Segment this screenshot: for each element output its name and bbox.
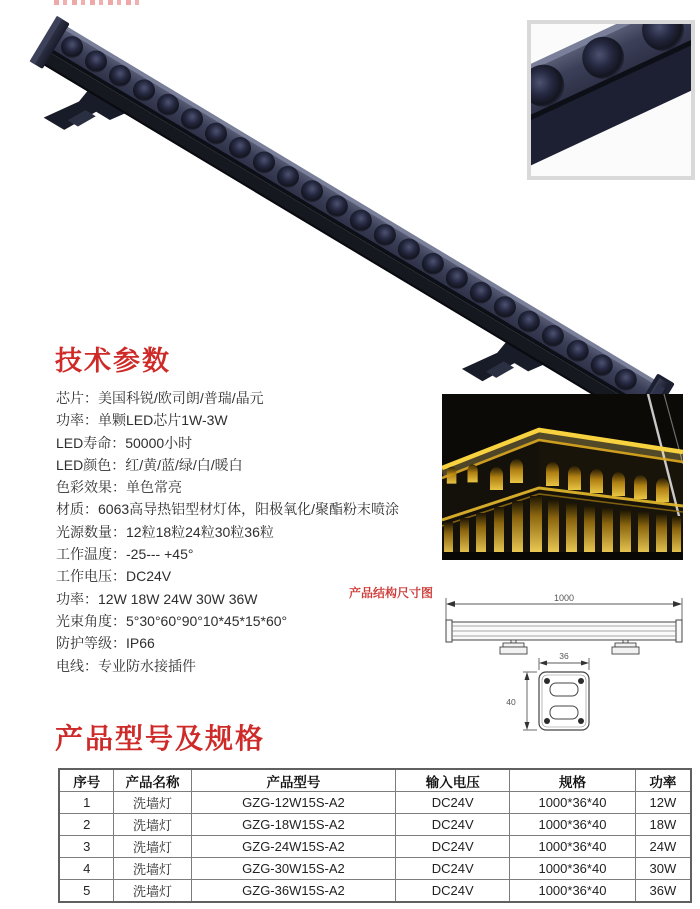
col-header-no: 序号 bbox=[59, 769, 114, 792]
spec-line: LED颜色：红/黄/蓝/绿/白/暖白 bbox=[56, 456, 243, 473]
cell-spec: 1000*36*40 bbox=[510, 792, 636, 814]
spec-line: 电线：专业防水接插件 bbox=[56, 657, 196, 674]
models-title: 产品型号及规格 bbox=[55, 723, 266, 754]
spec-line: 芯片：美国科锐/欧司朗/普瑞/晶元 bbox=[56, 390, 264, 406]
cell-name: 洗墙灯 bbox=[114, 792, 191, 814]
mounting-foot bbox=[612, 640, 639, 654]
cell-power: 36W bbox=[635, 880, 691, 903]
spec-line: LED寿命：50000小时 bbox=[56, 434, 193, 451]
detail-inset-photo bbox=[527, 20, 695, 180]
cell-no: 3 bbox=[59, 836, 114, 858]
height-dimension-label: 40 bbox=[506, 697, 516, 707]
table-row bbox=[59, 814, 691, 836]
table-row bbox=[59, 880, 691, 903]
col-header-spec: 规格 bbox=[510, 769, 636, 792]
cell-power: 24W bbox=[635, 836, 691, 858]
cell-spec: 1000*36*40 bbox=[510, 858, 636, 880]
cell-voltage: DC24V bbox=[396, 792, 510, 814]
cell-model: GZG-36W15S-A2 bbox=[191, 880, 396, 903]
cell-model: GZG-30W15S-A2 bbox=[191, 858, 396, 880]
cell-power: 30W bbox=[635, 858, 691, 880]
spec-line: 工作电压：DC24V bbox=[56, 568, 172, 585]
cell-model: GZG-24W15S-A2 bbox=[191, 836, 396, 858]
spec-line: 工作温度：-25--- +45° bbox=[56, 546, 194, 563]
models-table bbox=[58, 768, 692, 903]
application-photo bbox=[442, 394, 683, 560]
table-row bbox=[59, 858, 691, 880]
cell-name: 洗墙灯 bbox=[114, 836, 191, 858]
cell-voltage: DC24V bbox=[396, 880, 510, 903]
cell-voltage: DC24V bbox=[396, 814, 510, 836]
col-header-voltage: 输入电压 bbox=[396, 769, 510, 792]
spec-line: 色彩效果：单色常亮 bbox=[56, 479, 182, 496]
cell-spec: 1000*36*40 bbox=[510, 880, 636, 903]
spec-line: 材质：6063高导热铝型材灯体，阳极氧化/聚酯粉末喷涂 bbox=[56, 501, 400, 518]
cell-model: GZG-18W15S-A2 bbox=[191, 814, 396, 836]
cell-name: 洗墙灯 bbox=[114, 858, 191, 880]
cell-model: GZG-12W15S-A2 bbox=[191, 792, 396, 814]
diagram-title: 产品结构尺寸图 bbox=[349, 586, 434, 600]
col-header-name: 产品名称 bbox=[114, 769, 191, 792]
cell-name: 洗墙灯 bbox=[114, 880, 191, 903]
cell-no: 4 bbox=[59, 858, 114, 880]
cell-no: 2 bbox=[59, 814, 114, 836]
cell-voltage: DC24V bbox=[396, 836, 510, 858]
cell-name: 洗墙灯 bbox=[114, 814, 191, 836]
length-dimension-label: 1000 bbox=[553, 593, 575, 603]
cell-voltage: DC24V bbox=[396, 858, 510, 880]
table-header-row bbox=[59, 769, 691, 792]
spec-line: 功率：12W 18W 24W 30W 36W bbox=[56, 590, 258, 607]
side-view-drawing bbox=[438, 592, 690, 656]
spec-line: 防护等级：IP66 bbox=[56, 635, 155, 652]
col-header-power: 功率 bbox=[635, 769, 691, 792]
spec-line: 功率：单颗LED芯片1W-3W bbox=[56, 412, 228, 429]
width-dimension-label: 36 bbox=[559, 651, 569, 661]
spec-line: 光源数量：12粒18粒24粒30粒36粒 bbox=[56, 523, 274, 540]
cell-spec: 1000*36*40 bbox=[510, 836, 636, 858]
cell-power: 18W bbox=[635, 814, 691, 836]
spec-line: 光束角度：5°30°60°90°10*45*15*60° bbox=[56, 612, 288, 629]
table-row bbox=[59, 792, 691, 814]
col-header-model: 产品型号 bbox=[191, 769, 396, 792]
tech-params-title: 技术参数 bbox=[55, 346, 171, 376]
table-row bbox=[59, 836, 691, 858]
cell-spec: 1000*36*40 bbox=[510, 814, 636, 836]
cell-power: 12W bbox=[635, 792, 691, 814]
cross-section-drawing bbox=[497, 650, 607, 742]
cell-no: 1 bbox=[59, 792, 114, 814]
spec-list bbox=[56, 387, 446, 677]
cell-no: 5 bbox=[59, 880, 114, 903]
